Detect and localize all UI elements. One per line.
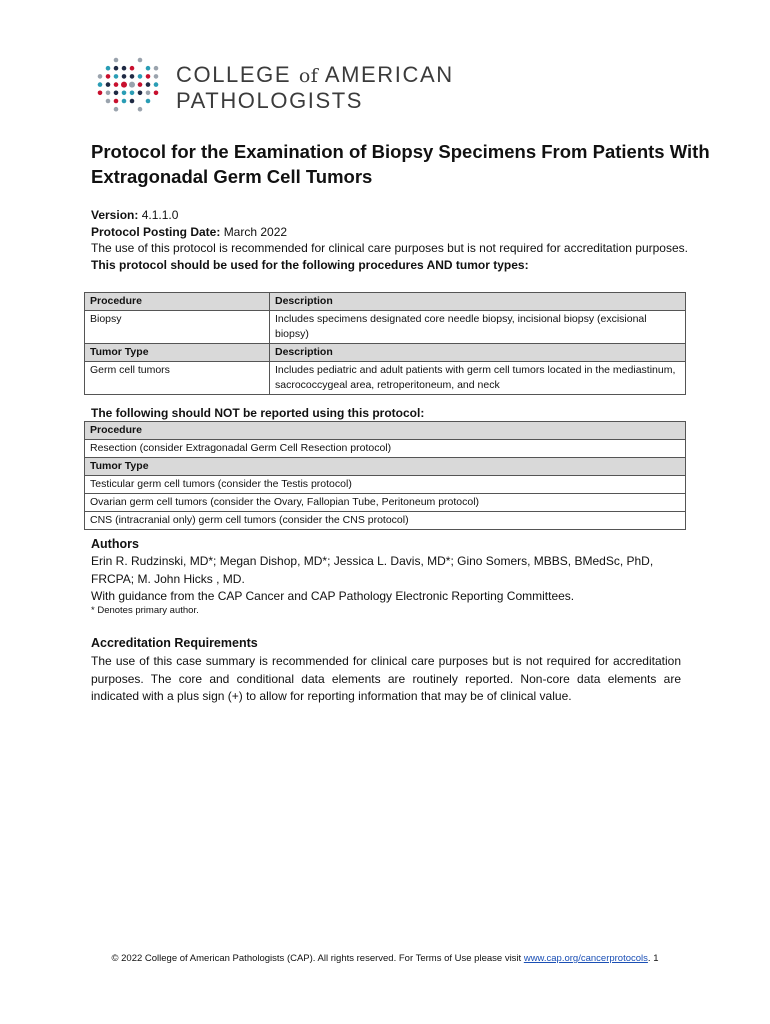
logo-dot [98,82,103,87]
version-line: Version: 4.1.1.0 [91,208,179,222]
logo-dot [146,99,151,104]
logo-dot [154,82,159,87]
logo-dot [114,82,119,87]
tumor-type-cell: CNS (intracranial only) germ cell tumors (consider the CNS protocol) [85,512,686,530]
cap-dots-icon [94,54,164,116]
logo-dot [114,107,119,112]
logo-dot [98,74,103,79]
logo-text-line1: COLLEGE of AMERICAN [176,62,454,87]
tumor-type-cell: Germ cell tumors [85,362,270,395]
procedure-header: Procedure [85,293,270,311]
logo-dot [138,74,143,79]
description-header: Description [270,293,686,311]
logo-dot [146,82,151,87]
tumor-type-cell: Ovarian germ cell tumors (consider the Ovary, Fallopian Tube, Peritoneum protocol) [85,494,686,512]
procedure-description-cell: Includes specimens designated core needle biopsy, incisional biopsy (excisional biopsy) [270,311,686,344]
accreditation-text: The use of this case summary is recommended for clinical care purposes but is not required for accreditation purposes. The core and conditional data elements are routinely reported. Non-core data elements are indicated with a plus sign (+) to allow for reporting information that may be of clinical value. [91,654,681,703]
logo-dot [98,91,103,96]
logo-dot [146,74,151,79]
posting-date-line: Protocol Posting Date: March 2022 [91,224,288,239]
logo-dot [122,74,127,79]
logo-dot [106,66,111,71]
logo-dot [138,91,143,96]
table-row [85,512,686,530]
accreditation-heading: Accreditation Requirements [91,636,258,650]
procedure-cell: Resection (consider Extragonadal Germ Cell Resection protocol) [85,440,686,458]
logo-dot [130,91,135,96]
not-reported-table [84,421,686,530]
logo-dot [114,58,119,63]
procedures-heading: This protocol should be used for the following procedures AND tumor types: [91,257,529,272]
logo-dot [130,74,135,79]
primary-author-note: * Denotes primary author. [91,605,199,616]
logo-dot [106,91,111,96]
logo-dot [138,58,143,63]
table-row [85,440,686,458]
footer-text: © 2022 College of American Pathologists (CAP). All rights reserved. For Terms of Use please visit [111,953,524,964]
authors-heading: Authors [91,537,139,551]
tumor-description-header: Description [270,344,686,362]
logo-dot [146,66,151,71]
logo-dot [154,91,159,96]
tumor-type-cell: Testicular germ cell tumors (consider the Testis protocol) [85,476,686,494]
table-row [85,422,686,440]
page-number: 1 [653,953,659,964]
logo-dot [114,99,119,104]
authors-guidance: With guidance from the CAP Cancer and CAP Pathology Electronic Reporting Committees. [91,589,575,603]
logo-dot [121,82,127,88]
table-row [85,293,686,311]
logo-text-line2: PATHOLOGISTS [176,88,364,113]
procedure-cell: Biopsy [85,311,270,344]
logo-dot [106,99,111,104]
procedures-table [84,292,686,395]
logo-dot [122,99,127,104]
table-row [85,362,686,395]
table-row [85,494,686,512]
logo-dot [122,91,127,96]
authors-names: Erin R. Rudzinski, MD*; Megan Dishop, MD*; Jessica L. Davis, MD*; Gino Somers, MBBS, BMedSc, PhD, FRCPA; M. John Hicks , MD. [91,554,654,586]
logo-dot [114,91,119,96]
cap-protocols-link[interactable]: www.cap.org/cancerprotocols [523,953,648,964]
not-reported-heading: The following should NOT be reported using this protocol: [91,406,425,420]
protocol-meta [91,207,691,273]
logo-dot [114,66,119,71]
table-row [85,476,686,494]
table-row [85,311,686,344]
logo-dot [114,74,119,79]
logo-dot [106,82,111,87]
logo-dot [146,91,151,96]
tumor-type-header: Tumor Type [85,458,686,476]
logo-dot [130,99,135,104]
use-note: The use of this protocol is recommended for clinical care purposes but is not required for accreditation purposes. [91,241,688,255]
cap-logo [94,54,474,116]
procedure-header: Procedure [85,422,686,440]
table-row [85,458,686,476]
table-row [85,344,686,362]
logo-dot [129,82,135,88]
logo-dot [122,66,127,71]
page-footer [0,953,770,964]
logo-dot [154,66,159,71]
logo-dot [106,74,111,79]
logo-dot [138,107,143,112]
document-title: Protocol for the Examination of Biopsy Specimens From Patients With Extragonadal Germ Cell Tumors [91,141,710,187]
logo-dot [138,82,143,87]
footer-separator: . [647,953,654,964]
logo-dot [130,66,135,71]
logo-dot [154,74,159,79]
tumor-type-header: Tumor Type [85,344,270,362]
tumor-description-cell: Includes pediatric and adult patients with germ cell tumors located in the mediastinum, sacrococcygeal area, retroperitoneum, and neck [270,362,686,395]
